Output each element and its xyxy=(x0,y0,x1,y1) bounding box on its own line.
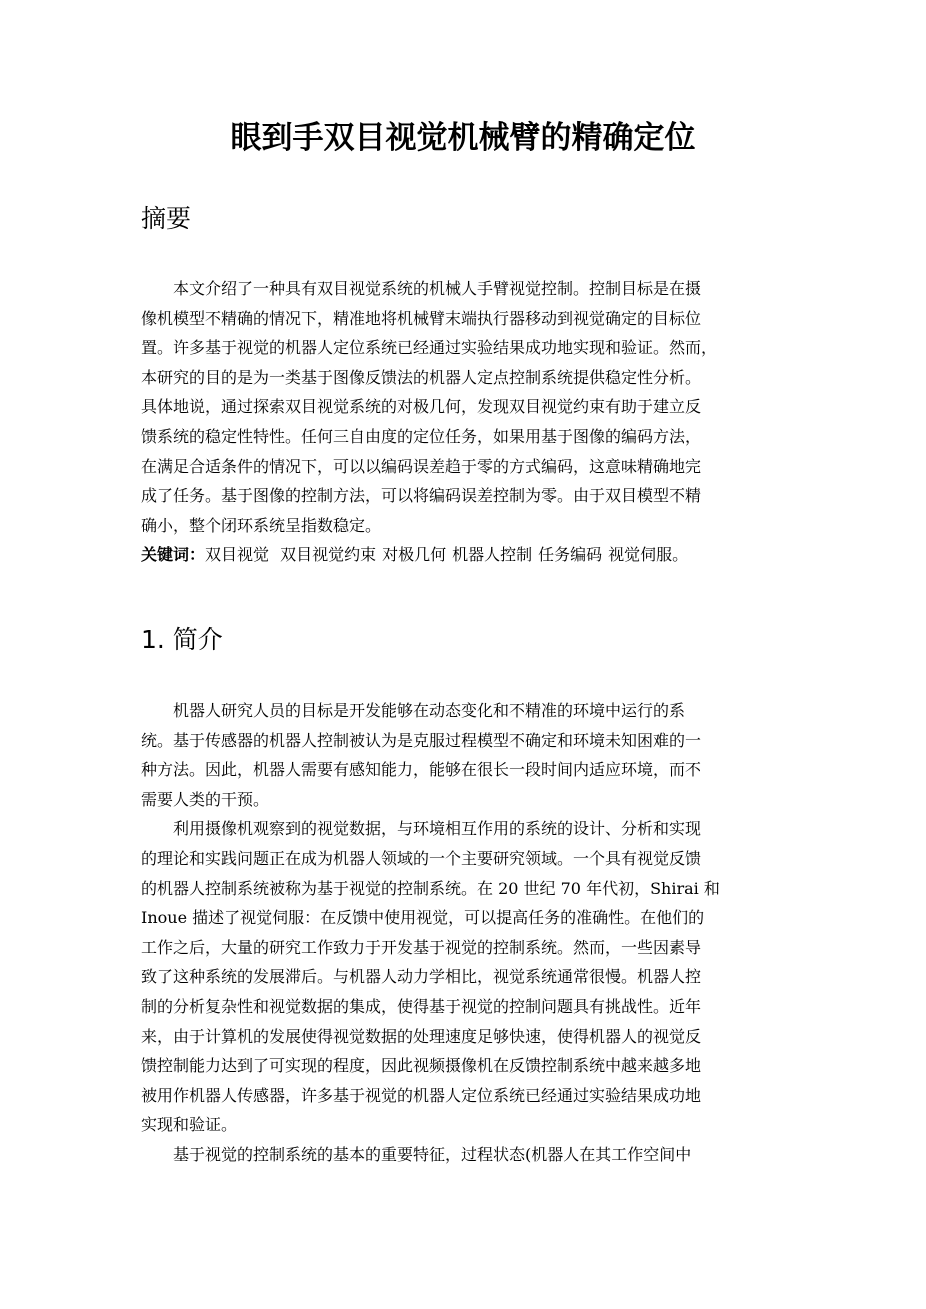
paragraph-line: 工作之后，大量的研究工作致力于开发基于视觉的控制系统。然而，一些因素导 xyxy=(141,937,702,957)
abstract-line: 成了任务。基于图像的控制方法，可以将编码误差控制为零。由于双目模型不精 xyxy=(141,486,702,506)
paragraph-line: 统。基于传感器的机器人控制被认为是克服过程模型不确定和环境未知困难的一 xyxy=(141,730,702,750)
abstract-line: 本文介绍了一种具有双目视觉系统的机械人手臂视觉控制。控制目标是在摄 xyxy=(173,279,702,298)
paragraph-line: 机器人研究人员的目标是开发能够在动态变化和不精准的环境中运行的系 xyxy=(173,701,686,720)
intro-paragraph-1 xyxy=(141,696,787,814)
abstract-line: 确小，整个闭环系统呈指数稳定。 xyxy=(141,515,382,535)
paragraph-line: 馈控制能力达到了可实现的程度，因此视频摄像机在反馈控制系统中越来越多地 xyxy=(141,1056,702,1076)
paragraph-line: 的机器人控制系统被称为基于视觉的控制系统。在 20 世纪 70 年代初，Shirai 和 xyxy=(141,878,720,898)
paragraph-line: Inoue 描述了视觉伺服：在反馈中使用视觉，可以提高任务的准确性。在他们的 xyxy=(141,908,705,928)
paragraph-line: 利用摄像机观察到的视觉数据，与环境相互作用的系统的设计、分析和实现 xyxy=(173,819,702,839)
document-title: 眼到手双目视觉机械臂的精确定位 xyxy=(230,120,696,156)
paragraph-line: 基于视觉的控制系统的基本的重要特征，过程状态(机器人在其工作空间中 xyxy=(173,1144,692,1164)
keyword: 双目视觉约束 xyxy=(280,545,377,565)
abstract-line: 具体地说，通过探索双目视觉系统的对极几何，发现双目视觉约束有助于建立反 xyxy=(141,397,702,417)
abstract-line: 像机模型不精确的情况下，精准地将机械臂末端执行器移动到视觉确定的目标位 xyxy=(141,308,702,328)
abstract-line: 在满足合适条件的情况下，可以以编码误差趋于零的方式编码，这意味精确地完 xyxy=(141,456,702,476)
paragraph-line: 种方法。因此，机器人需要有感知能力，能够在很长一段时间内适应环境，而不 xyxy=(141,760,702,780)
abstract-heading: 摘要 xyxy=(141,204,192,233)
keyword: 视觉伺服。 xyxy=(608,545,689,565)
keywords-label: 关键词： xyxy=(141,545,206,565)
keyword: 对极几何 xyxy=(382,545,447,565)
keyword: 双目视觉 xyxy=(205,545,275,565)
section-1-body xyxy=(141,696,787,1170)
paragraph-line: 的理论和实践问题正在成为机器人领域的一个主要研究领域。一个具有视觉反馈 xyxy=(141,848,702,868)
abstract-line: 置。许多基于视觉的机器人定位系统已经通过实验结果成功地实现和验证。然而， xyxy=(141,338,718,358)
paragraph-line: 来，由于计算机的发展使得视觉数据的处理速度足够快速，使得机器人的视觉反 xyxy=(141,1026,702,1046)
intro-paragraph-2 xyxy=(141,814,787,1140)
paragraph-line: 实现和验证。 xyxy=(141,1115,238,1135)
paragraph-line: 致了这种系统的发展滞后。与机器人动力学相比，视觉系统通常很慢。机器人控 xyxy=(141,967,702,987)
keyword: 机器人控制 xyxy=(452,545,533,565)
abstract-paragraph xyxy=(141,274,787,540)
paragraph-line: 被用作机器人传感器，许多基于视觉的机器人定位系统已经通过实验结果成功地 xyxy=(141,1085,702,1105)
abstract-line: 馈系统的稳定性特性。任何三自由度的定位任务，如果用基于图像的编码方法， xyxy=(141,426,702,446)
paragraph-line: 需要人类的干预。 xyxy=(141,789,270,809)
abstract-section xyxy=(141,274,787,570)
abstract-line: 本研究的目的是为一类基于图像反馈法的机器人定点控制系统提供稳定性分析。 xyxy=(141,367,702,387)
keyword: 任务编码 xyxy=(538,545,603,565)
paragraph-line: 制的分析复杂性和视觉数据的集成，使得基于视觉的控制问题具有挑战性。近年 xyxy=(141,996,702,1016)
section-1-heading: 1. 简介 xyxy=(141,625,223,654)
keywords-line xyxy=(141,540,787,570)
intro-paragraph-3 xyxy=(141,1140,787,1170)
